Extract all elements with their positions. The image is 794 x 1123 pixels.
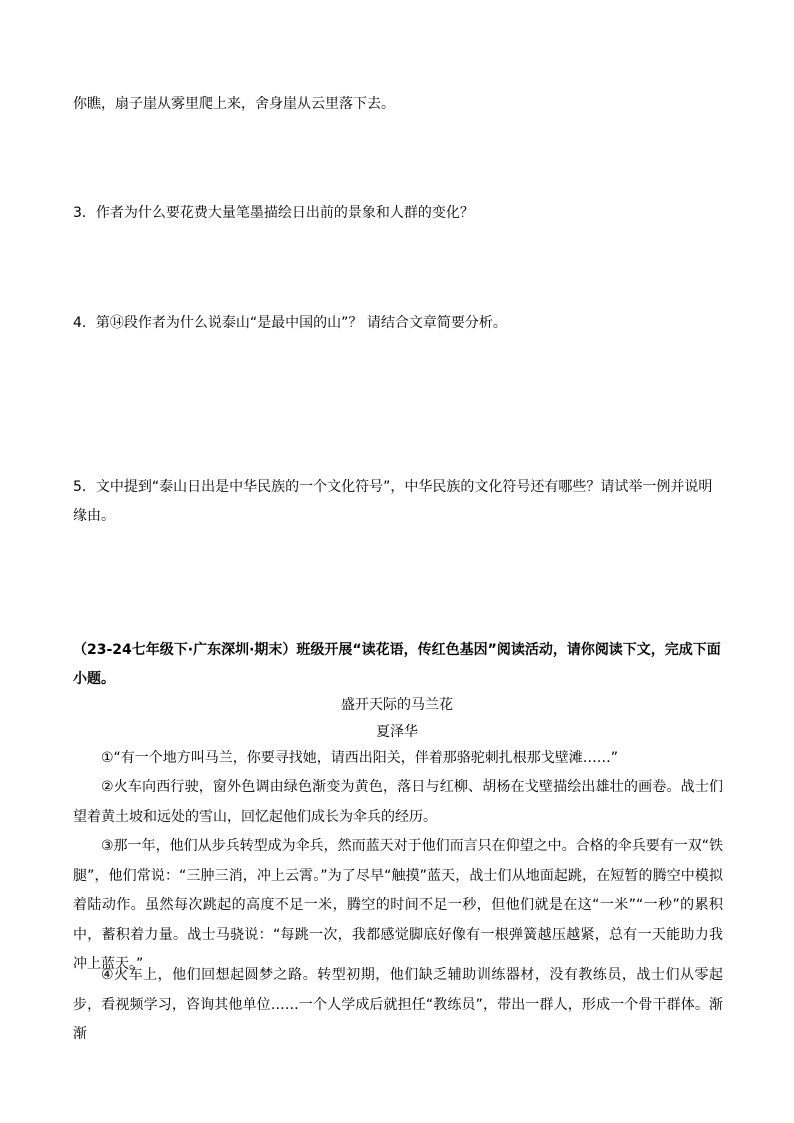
paragraph-2: ②火车向西行驶，窗外色调由绿色渐变为黄色，落日与红柳、胡杨在戈壁描绘出雄壮的画卷。战士们望着黄土坡和远处的雪山，回忆起他们成长为伞兵的经历。: [73, 779, 723, 825]
paragraph-3: ③那一年，他们从步兵转型成为伞兵，然而蓝天对于他们而言只在仰望之中。合格的伞兵要有一双“铁腿”，他们常说：“三肿三消，冲上云霄。”为了尽早“触摸”蓝天，战士们从地面起跳，在短暂的腾空中模拟着陆动作。虽然每次跳起的高度不足一米，腾空的时间不足一秒，但他们就是在这“一米”“一秒”的累积中，蓄积着力量。战士马骁说：“每跳一次，我都感觉脚底好像有一根弹簧越压越紧，总有一天能助力我冲上蓝天。”: [73, 838, 723, 972]
article-author: 夏泽华: [376, 724, 418, 740]
section-intro: （23-24七年级下·广东深圳·期末）班级开展“读花语，传红色基因”阅读活动，请你阅读下文，完成下面小题。: [73, 642, 721, 687]
question-4: 4．第⑭段作者为什么说泰山“是最中国的山”？ 请结合文章简要分析。: [73, 315, 507, 331]
question-5: 5．文中提到“泰山日出是中华民族的一个文化符号”，中华民族的文化符号还有哪些？请试举一例并说明缘由。: [73, 479, 713, 524]
text-line: 你瞧，扇子崖从雾里爬上来，舍身崖从云里落下去。: [73, 96, 395, 112]
paragraph-1: ①“有一个地方叫马兰，你要寻找她，请西出阳关，伴着那骆驼刺扎根那戈壁滩……”: [101, 750, 619, 766]
question-3: 3．作者为什么要花费大量笔墨描绘日出前的景象和人群的变化？: [73, 205, 474, 221]
article-title: 盛开天际的马兰花: [341, 697, 453, 713]
paragraph-4: ④火车上，他们回想起圆梦之路。转型初期，他们缺乏辅助训练器材，没有教练员，战士们从零起步，看视频学习，咨询其他单位……一个人学成后就担任“教练员”，带出一群人，形成一个骨干群体。渐渐: [73, 967, 723, 1042]
